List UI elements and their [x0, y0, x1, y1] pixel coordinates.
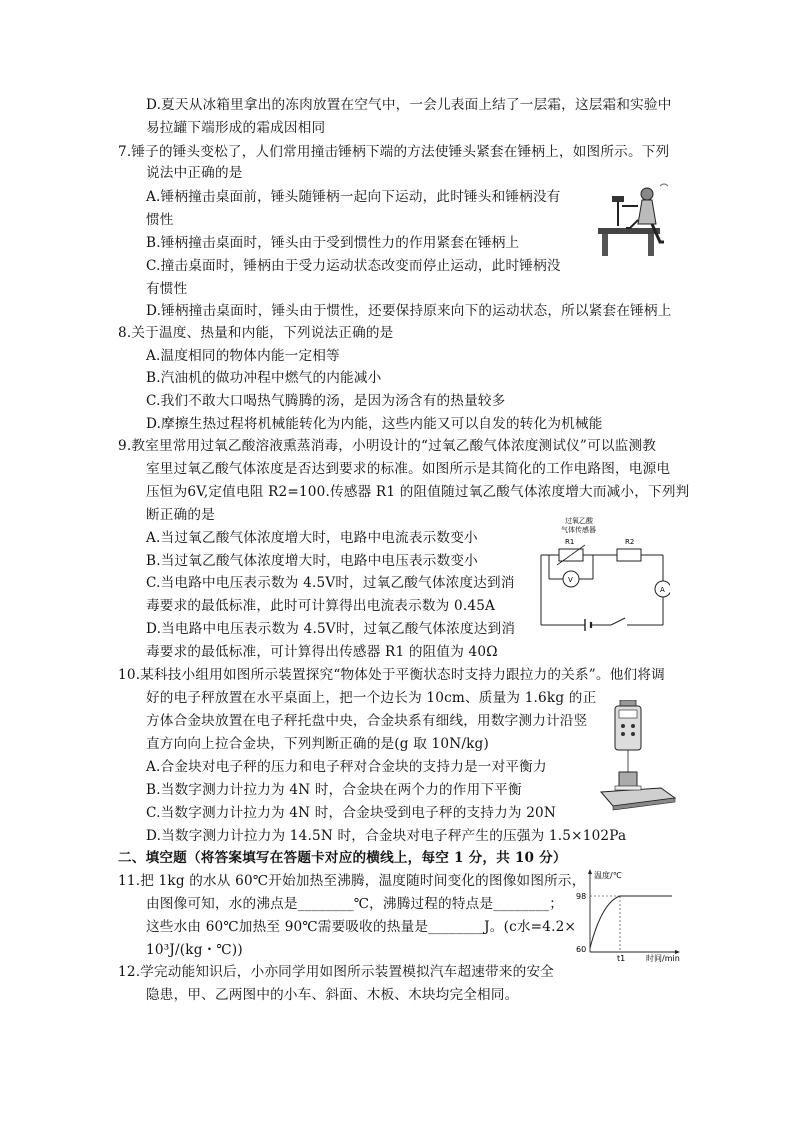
q7-option-a: A.锤柄撞击桌面前，锤头随锤柄一起向下运动，此时锤头和锤柄没有 — [146, 189, 561, 205]
hammer-figure — [590, 180, 680, 260]
q9-option-a: A.当过氧乙酸气体浓度增大时，电路中电流表示数变小 — [146, 530, 478, 546]
voltmeter-label: V — [568, 576, 573, 584]
q11-stem-3: 这些水由 60℃加热至 90℃需要吸收的热量是________J。(c水=4.2× — [146, 919, 577, 935]
ammeter-label: A — [660, 586, 665, 594]
line-2: 易拉罐下端形成的霜成因相同 — [146, 120, 326, 136]
y-axis-label: 温度/℃ — [594, 871, 622, 880]
q10-option-a: A.合金块对电子秤的压力和电子秤对合金块的支持力是一对平衡力 — [146, 759, 547, 775]
q9-option-b: B.当过氧乙酸气体浓度增大时，电路中电压表示数变小 — [146, 553, 478, 569]
q11-stem: 11.把 1kg 的水从 60℃开始加热至沸腾，温度随时间变化的图像如图所示， — [118, 873, 586, 889]
q9-stem-3: 压恒为6V,定值电阻 R2=100.传感器 R1 的阻值随过氧乙酸气体浓度增大而减小，下列判 — [146, 484, 690, 500]
q7-option-d: D.锤柄撞击桌面时，锤头由于惯性，还要保持原来向下的运动状态，所以紧套在锤柄上 — [146, 303, 672, 319]
q11-stem-4: 10³J/(kg・℃)) — [146, 942, 243, 958]
q9-option-c-2: 毒要求的最低标准，此时可计算得出电流表示数为 0.45A — [146, 598, 496, 614]
q7-option-a-2: 惯性 — [146, 212, 174, 228]
line-1: D.夏天从冰箱里拿出的冻肉放置在空气中，一会儿表面上结了一层霜，这层霜和实验中 — [146, 97, 672, 113]
q8-option-d: D.摩擦生热过程将机械能转化为内能，这些内能又可以自发的转化为机械能 — [146, 416, 603, 432]
r1-label: R1 — [565, 538, 575, 546]
q7-stem-2: 说法中正确的是 — [146, 165, 243, 181]
q10-option-b: B.当数字测力计拉力为 4N 时，合金块在两个力的作用下平衡 — [146, 782, 522, 798]
q10-stem: 10.某科技小组用如图所示装置探究“物体处于平衡状态时支持力跟拉力的关系”。他们将调 — [118, 667, 665, 683]
q8-stem: 8.关于温度、热量和内能，下列说法正确的是 — [118, 325, 394, 341]
q7-option-c: C.撞击桌面时，锤柄由于受力运动状态改变而停止运动，此时锤柄没 — [146, 258, 561, 274]
q8-option-a: A.温度相同的物体内能一定相等 — [146, 348, 340, 364]
q9-option-c: C.当电路中电压表示数为 4.5V时，过氧乙酸气体浓度达到消 — [146, 575, 515, 591]
q9-stem: 9.教室里常用过氧乙酸溶液熏蒸消毒，小明设计的“过氧乙酸气体浓度测试仪”可以监测教 — [118, 438, 657, 454]
q10-option-c: C.当数字测力计拉力为 4N 时，合金块受到电子秤的支持力为 20N — [146, 805, 556, 821]
q8-option-c: C.我们不敢大口喝热气腾腾的汤，是因为汤含有的热量较多 — [146, 393, 506, 409]
circuit-diagram — [535, 515, 670, 635]
y-tick-bottom: 60 — [576, 945, 587, 954]
q9-stem-4: 断正确的是 — [146, 507, 215, 523]
q8-option-b: B.汽油机的做功冲程中燃气的内能减小 — [146, 370, 382, 386]
q9-option-d-2: 毒要求的最低标准，可计算得出传感器 R1 的阻值为 40Ω — [146, 644, 498, 660]
q10-option-d: D.当数字测力计拉力为 14.5N 时，合金块对电子秤产生的压强为 1.5×102Pa — [146, 828, 627, 844]
scale-figure — [595, 700, 680, 815]
q7-stem: 7.锤子的锤头变松了，人们常用撞击锤柄下端的方法使锤头紧套在锤柄上，如图所示。下列 — [118, 144, 670, 160]
q7-option-c-2: 有惯性 — [146, 281, 188, 297]
q9-stem-2: 室里过氧乙酸气体浓度是否达到要求的标准。如图所示是其简化的工作电路图，电源电 — [146, 461, 671, 477]
section-2-heading: 二、填空题（将答案填写在答题卡对应的横线上，每空 1 分，共 10 分） — [118, 850, 567, 866]
q12-stem: 12.学完动能知识后，小亦同学用如图所示装置模拟汽车超速带来的安全 — [118, 964, 555, 980]
q10-stem-4: 直方向向上拉合金块，下列判断正确的是(g 取 10N/kg) — [146, 736, 489, 752]
sensor-label-2: 气体传感器 — [561, 526, 596, 534]
r2-label: R2 — [625, 538, 635, 546]
sensor-label-1: 过氧乙酸 — [565, 517, 593, 525]
q7-option-b: B.锤柄撞击桌面时，锤头由于受到惯性力的作用紧套在锤柄上 — [146, 235, 520, 251]
q12-stem-2: 隐患，甲、乙两图中的小车、斜面、木板、木块均完全相同。 — [146, 987, 519, 1003]
y-tick-top: 98 — [576, 892, 587, 901]
x-tick-t1: t1 — [617, 954, 626, 963]
q11-stem-2: 由图像可知，水的沸点是________℃，沸腾过程的特点是________； — [146, 896, 564, 912]
q10-stem-3: 方体合金块放置在电子秤托盘中央，合金块系有细线，用数字测力计沿竖 — [146, 713, 588, 729]
x-axis-label: 时间/min — [646, 954, 680, 963]
temperature-graph — [572, 868, 682, 963]
q10-stem-2: 好的电子秤放置在水平桌面上，把一个边长为 10cm、质量为 1.6kg 的正 — [146, 690, 597, 706]
q9-option-d: D.当电路中电压表示数为 4.5V时，过氧乙酸气体浓度达到消 — [146, 621, 516, 637]
